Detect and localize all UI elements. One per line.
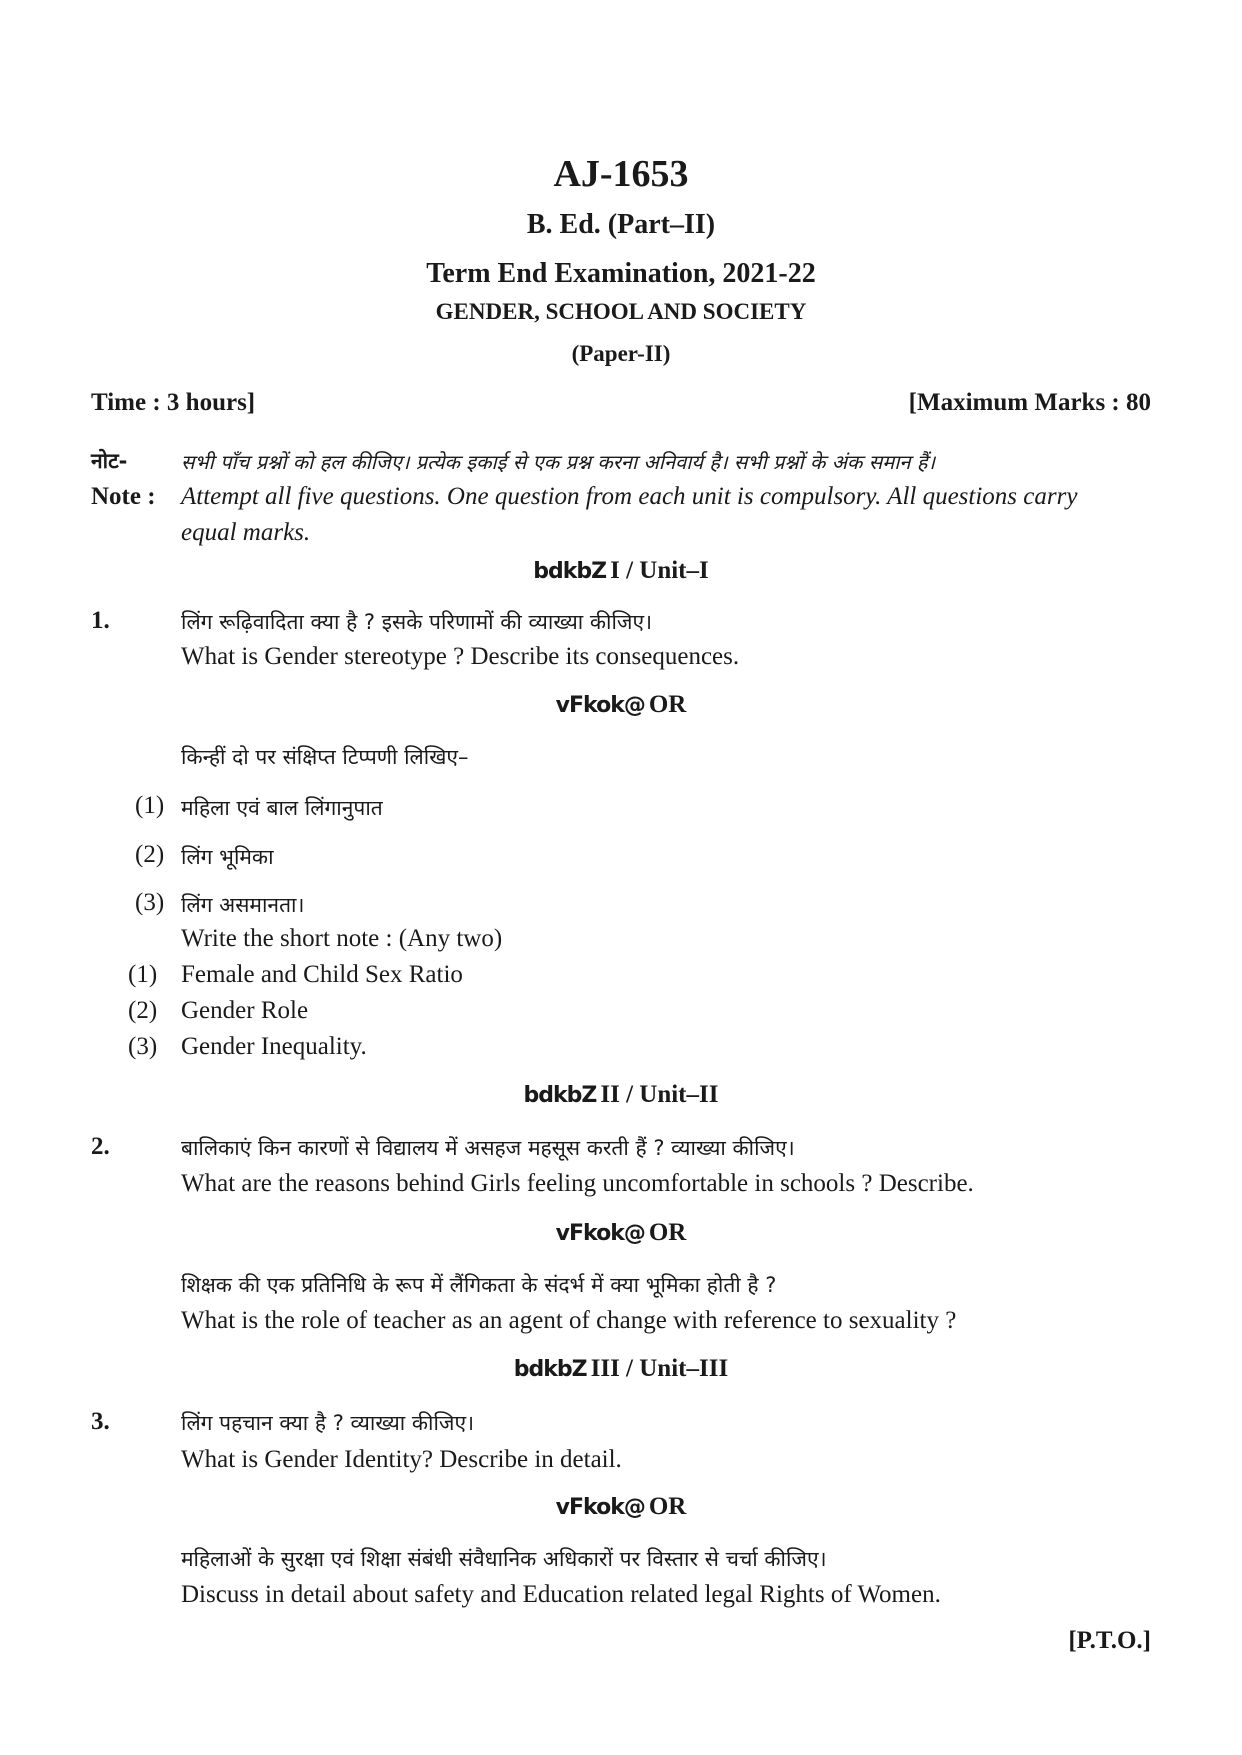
note-text-hindi: सभी पाँच प्रश्नों को हल कीजिए। प्रत्येक इकाई से एक प्रश्न करना अनिवार्य है। सभी प्रश्नों के अंक समान हैं।	[181, 450, 936, 474]
q1-hindi-item-2-number: (2)	[135, 841, 165, 868]
question-1-alt-hindi: किन्हीं दो पर संक्षिप्त टिप्पणी लिखिए–	[181, 745, 469, 769]
q1-english-item-3-number: (3)	[128, 1033, 158, 1060]
question-3-alt-hindi: महिलाओं के सुरक्षा एवं शिक्षा संबंधी संवैधानिक अधिकारों पर विस्तार से चर्चा कीजिए।	[181, 1547, 827, 1571]
question-2-alt-english: What is the role of teacher as an agent of change with reference to sexuality ?	[181, 1307, 957, 1334]
q1-english-item-1-number: (1)	[128, 961, 158, 988]
question-1-hindi: लिंग रूढ़िवादिता क्या है ? इसके परिणामों की व्याख्या कीजिए।	[181, 610, 653, 634]
q1-english-item-2: Gender Role	[181, 997, 309, 1024]
question-2-alt-hindi: शिक्षक की एक प्रतिनिधि के रूप में लैंगिकता के संदर्भ में क्या भूमिका होती है ?	[181, 1273, 777, 1297]
q1-hindi-item-1-number: (1)	[135, 792, 165, 819]
question-3-alt-english: Discuss in detail about safety and Education related legal Rights of Women.	[181, 1581, 941, 1608]
note-label-english: Note :	[91, 483, 156, 510]
course-title: B. Ed. (Part–II)	[526, 209, 716, 240]
or-divider-1a	[0, 691, 1242, 719]
unit-2-hindi: bdkbZ	[523, 1083, 597, 1108]
question-3-number: 3.	[91, 1408, 110, 1435]
paper-number: (Paper-II)	[571, 341, 671, 366]
note-label-hindi: नोट-	[91, 449, 128, 473]
pto-marker: [P.T.O.]	[1068, 1627, 1151, 1654]
time-allowed: Time : 3 hours]	[91, 389, 256, 416]
note-text-line-1: Attempt all five questions. One question from each unit is compulsory. All questions carry	[181, 483, 1078, 510]
question-1-alt-english: Write the short note : (Any two)	[181, 925, 503, 952]
q1-hindi-item-3-number: (3)	[135, 889, 165, 916]
q1-english-item-2-number: (2)	[128, 997, 158, 1024]
q1-english-item-1: Female and Child Sex Ratio	[181, 961, 463, 988]
or-hindi: vFkok@	[555, 1221, 645, 1246]
question-1-number: 1.	[91, 607, 110, 634]
or-english: OR	[648, 1219, 687, 1246]
question-3-hindi: लिंग पहचान क्या है ? व्याख्या कीजिए।	[181, 1411, 475, 1435]
or-english: OR	[648, 691, 687, 718]
question-2-english: What are the reasons behind Girls feeling uncomfortable in schools ? Describe.	[181, 1170, 974, 1197]
or-hindi: vFkok@	[555, 693, 645, 718]
q1-english-item-3: Gender Inequality.	[181, 1033, 367, 1060]
unit-2-heading	[0, 1081, 1242, 1109]
or-divider-2	[0, 1219, 1242, 1247]
unit-2-english: II / Unit–II	[600, 1081, 719, 1108]
subject-title: GENDER, SCHOOL AND SOCIETY	[435, 299, 807, 324]
q1-hindi-item-3: लिंग असमानता।	[181, 893, 305, 917]
question-2-number: 2.	[91, 1133, 110, 1160]
unit-3-hindi: bdkbZ	[513, 1357, 587, 1382]
exam-title: Term End Examination, 2021-22	[426, 258, 816, 289]
unit-3-english: III / Unit–III	[590, 1355, 729, 1382]
paper-code: AJ-1653	[553, 153, 689, 195]
unit-1-heading	[0, 557, 1242, 585]
q1-hindi-item-1: महिला एवं बाल लिंगानुपात	[181, 796, 383, 820]
maximum-marks: [Maximum Marks : 80	[908, 389, 1151, 416]
unit-1-english: I / Unit–I	[610, 557, 709, 584]
or-divider-3	[0, 1493, 1242, 1521]
question-3-english: What is Gender Identity? Describe in detail.	[181, 1446, 622, 1473]
q1-hindi-item-2: लिंग भूमिका	[181, 845, 274, 869]
unit-3-heading	[0, 1355, 1242, 1383]
or-hindi: vFkok@	[555, 1495, 645, 1520]
unit-1-hindi: bdkbZ	[533, 559, 607, 584]
question-1-english: What is Gender stereotype ? Describe its consequences.	[181, 643, 740, 670]
note-text-line-2: equal marks.	[181, 519, 311, 546]
question-2-hindi: बालिकाएं किन कारणों से विद्यालय में असहज महसूस करती हैं ? व्याख्या कीजिए।	[181, 1136, 795, 1160]
or-english: OR	[648, 1493, 687, 1520]
